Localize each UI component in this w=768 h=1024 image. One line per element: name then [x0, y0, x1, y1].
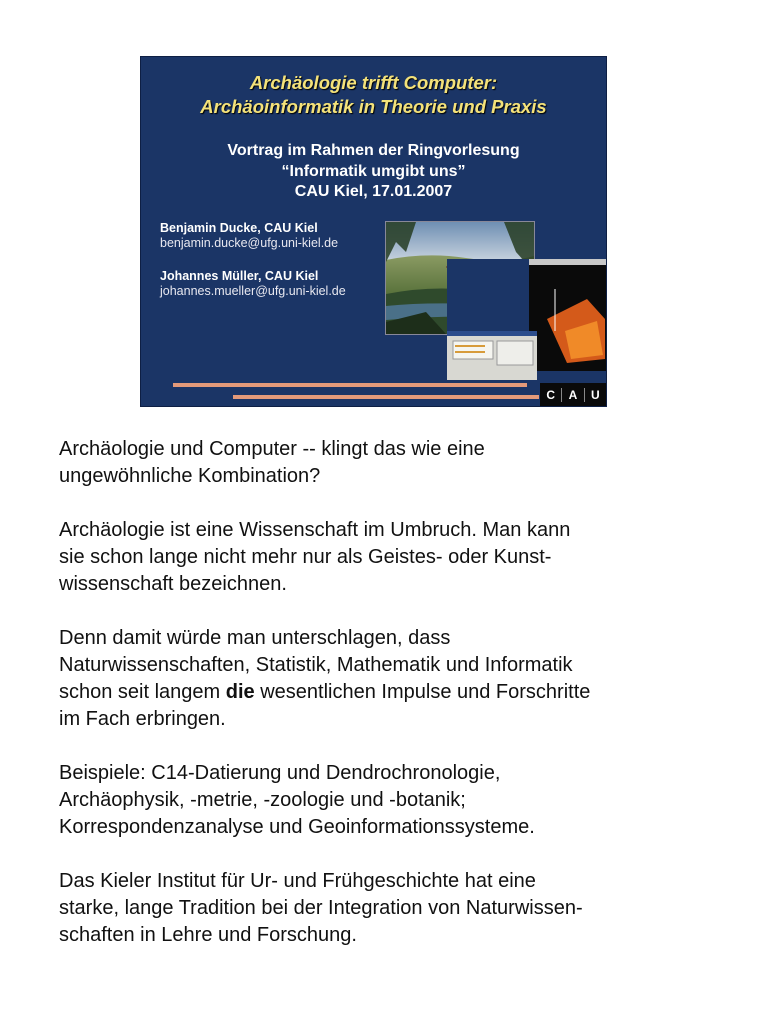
text-line: wissenschaft bezeichnen. [59, 573, 287, 595]
text-line: Das Kieler Institut für Ur- und Frühgeschichte hat eine [59, 870, 536, 892]
text-line: sie schon lange nicht mehr nur als Geistes- oder Kunst- [59, 546, 552, 568]
author-email: benjamin.ducke@ufg.uni-kiel.de [160, 236, 339, 250]
slide-authors [160, 221, 385, 299]
slide-subtitle-line: CAU Kiel, 17.01.2007 [294, 183, 453, 200]
title-slide-image [140, 56, 607, 407]
slide-title [141, 71, 606, 119]
text-line: Denn damit würde man unterschlagen, dass [59, 627, 451, 649]
cau-logo [540, 383, 606, 406]
text-line: Korrespondenzanalyse und Geoinformationssysteme. [59, 816, 535, 838]
text-line: schaften in Lehre und Forschung. [59, 924, 357, 946]
paragraph [59, 868, 739, 949]
paragraph [59, 760, 739, 841]
text-line: Archäologie und Computer -- klingt das wie eine [59, 438, 485, 460]
cau-logo-letter: A [561, 388, 583, 402]
software-screenshots-image [447, 259, 607, 380]
slide-title-line: Archäoinformatik in Theorie und Praxis [200, 96, 547, 117]
text-line [59, 679, 739, 706]
decorative-bar [233, 395, 539, 399]
cau-logo-letter: U [584, 388, 606, 402]
text-line: Naturwissenschaften, Statistik, Mathematik und Informatik [59, 654, 573, 676]
text-segment: schon seit langem [59, 681, 226, 703]
emphasis-text: die [225, 681, 255, 703]
author-name: Johannes Müller, CAU Kiel [160, 269, 319, 283]
paragraph [59, 436, 739, 490]
text-line: ungewöhnliche Kombination? [59, 465, 321, 487]
text-line: Beispiele: C14-Datierung und Dendrochronologie, [59, 762, 501, 784]
slide-subtitle-line: Vortrag im Rahmen der Ringvorlesung [227, 142, 520, 159]
slide-title-line: Archäologie trifft Computer: [249, 72, 498, 93]
text-line: im Fach erbringen. [59, 708, 226, 730]
decorative-bar [173, 383, 527, 387]
slide-subtitle [141, 141, 606, 203]
text-line: starke, lange Tradition bei der Integration von Naturwissen- [59, 897, 583, 919]
author-email: johannes.mueller@ufg.uni-kiel.de [160, 284, 346, 298]
text-line: Archäologie ist eine Wissenschaft im Umbruch. Man kann [59, 519, 571, 541]
slide-subtitle-line: “Informatik umgibt uns” [281, 162, 466, 180]
document-body [59, 436, 739, 976]
text-line: Archäophysik, -metrie, -zoologie und -botanik; [59, 789, 466, 811]
cau-logo-letter: C [546, 387, 555, 402]
paragraph [59, 517, 739, 598]
author-name: Benjamin Ducke, CAU Kiel [160, 221, 318, 235]
paragraph [59, 625, 739, 733]
text-segment: wesentlichen Impulse und Forschritte [254, 681, 591, 703]
